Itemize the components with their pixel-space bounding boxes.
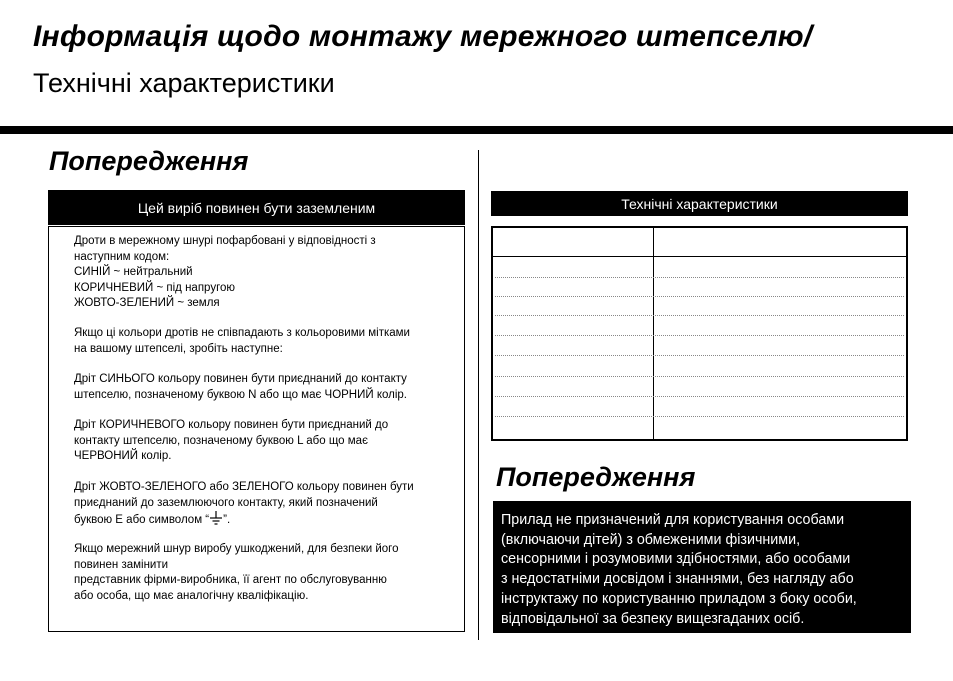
- spec-table-header-line: [493, 256, 906, 257]
- earth-wire-paragraph: [74, 480, 459, 531]
- grounding-notice-text: Цей виріб повинен бути заземленим: [137, 199, 376, 216]
- spec-table: [491, 226, 908, 441]
- spec-table-row: [495, 277, 904, 278]
- spec-header-text: Технічні характеристики: [621, 195, 778, 212]
- spec-table-row: [495, 396, 904, 397]
- ground-symbol-icon: [209, 511, 223, 531]
- earth-wire-text: Дріт ЖОВТО-ЗЕЛЕНОГО або ЗЕЛЕНОГО кольору повинен бути приєднаний до заземлюючого контакту, який позначений буквою E або символом “: [74, 481, 414, 527]
- page-title: Інформація щодо монтажу мережного штепселю/: [33, 20, 813, 53]
- left-warning-heading: Попередження: [49, 146, 249, 176]
- appliance-usage-warning: Прилад не призначений для користування особами (включаючи дітей) з обмеженими фізичними, сенсорними і розумовими здібностями, або особами з недостатніми досвідом і знаннями, без нагляду або інструктажу по користуванню приладом з боку особи, відповідальної за безпеку вищезгаданих осіб.: [493, 501, 911, 633]
- right-warning-heading: Попередження: [496, 462, 696, 492]
- spec-table-row: [495, 416, 904, 417]
- header-rule: [0, 126, 953, 134]
- column-divider: [478, 150, 479, 640]
- mismatch-instruction-paragraph: Якщо ці кольори дротів не співпадають з кольоровими мітками на вашому штепселі, зробіть наступне:: [74, 327, 410, 355]
- spec-table-row: [495, 296, 904, 297]
- brown-wire-paragraph: Дріт КОРИЧНЕВОГО кольору повинен бути приєднаний до контакту штепселю, позначеному буквою L або що має ЧЕРВОНИЙ колір.: [74, 419, 389, 463]
- earth-wire-suffix: ”.: [223, 514, 231, 527]
- spec-table-row: [495, 315, 904, 316]
- spec-header: [491, 191, 908, 216]
- page-subtitle: Технічні характеристики: [33, 68, 335, 98]
- blue-wire-paragraph: Дріт СИНЬОГО кольору повинен бути приєднаний до контакту штепселю, позначеному буквою N або що має ЧОРНИЙ колір.: [74, 373, 407, 401]
- damaged-cord-paragraph: Якщо мережний шнур виробу ушкоджений, для безпеки його повинен замінити представник фірми-виробника, її агент по обслуговуванню або особа, що має аналогічну кваліфікацію.: [74, 543, 399, 602]
- grounding-notice-header: [48, 190, 465, 225]
- spec-table-row: [495, 355, 904, 356]
- spec-table-row: [495, 335, 904, 336]
- spec-table-column-divider: [653, 228, 654, 439]
- wire-color-code-paragraph: Дроти в мережному шнурі пофарбовані у відповідності з наступним кодом: СИНІЙ ~ нейтральний КОРИЧНЕВИЙ ~ під напругою ЖОВТО-ЗЕЛЕНИЙ ~ земля: [74, 235, 376, 310]
- spec-table-row: [495, 376, 904, 377]
